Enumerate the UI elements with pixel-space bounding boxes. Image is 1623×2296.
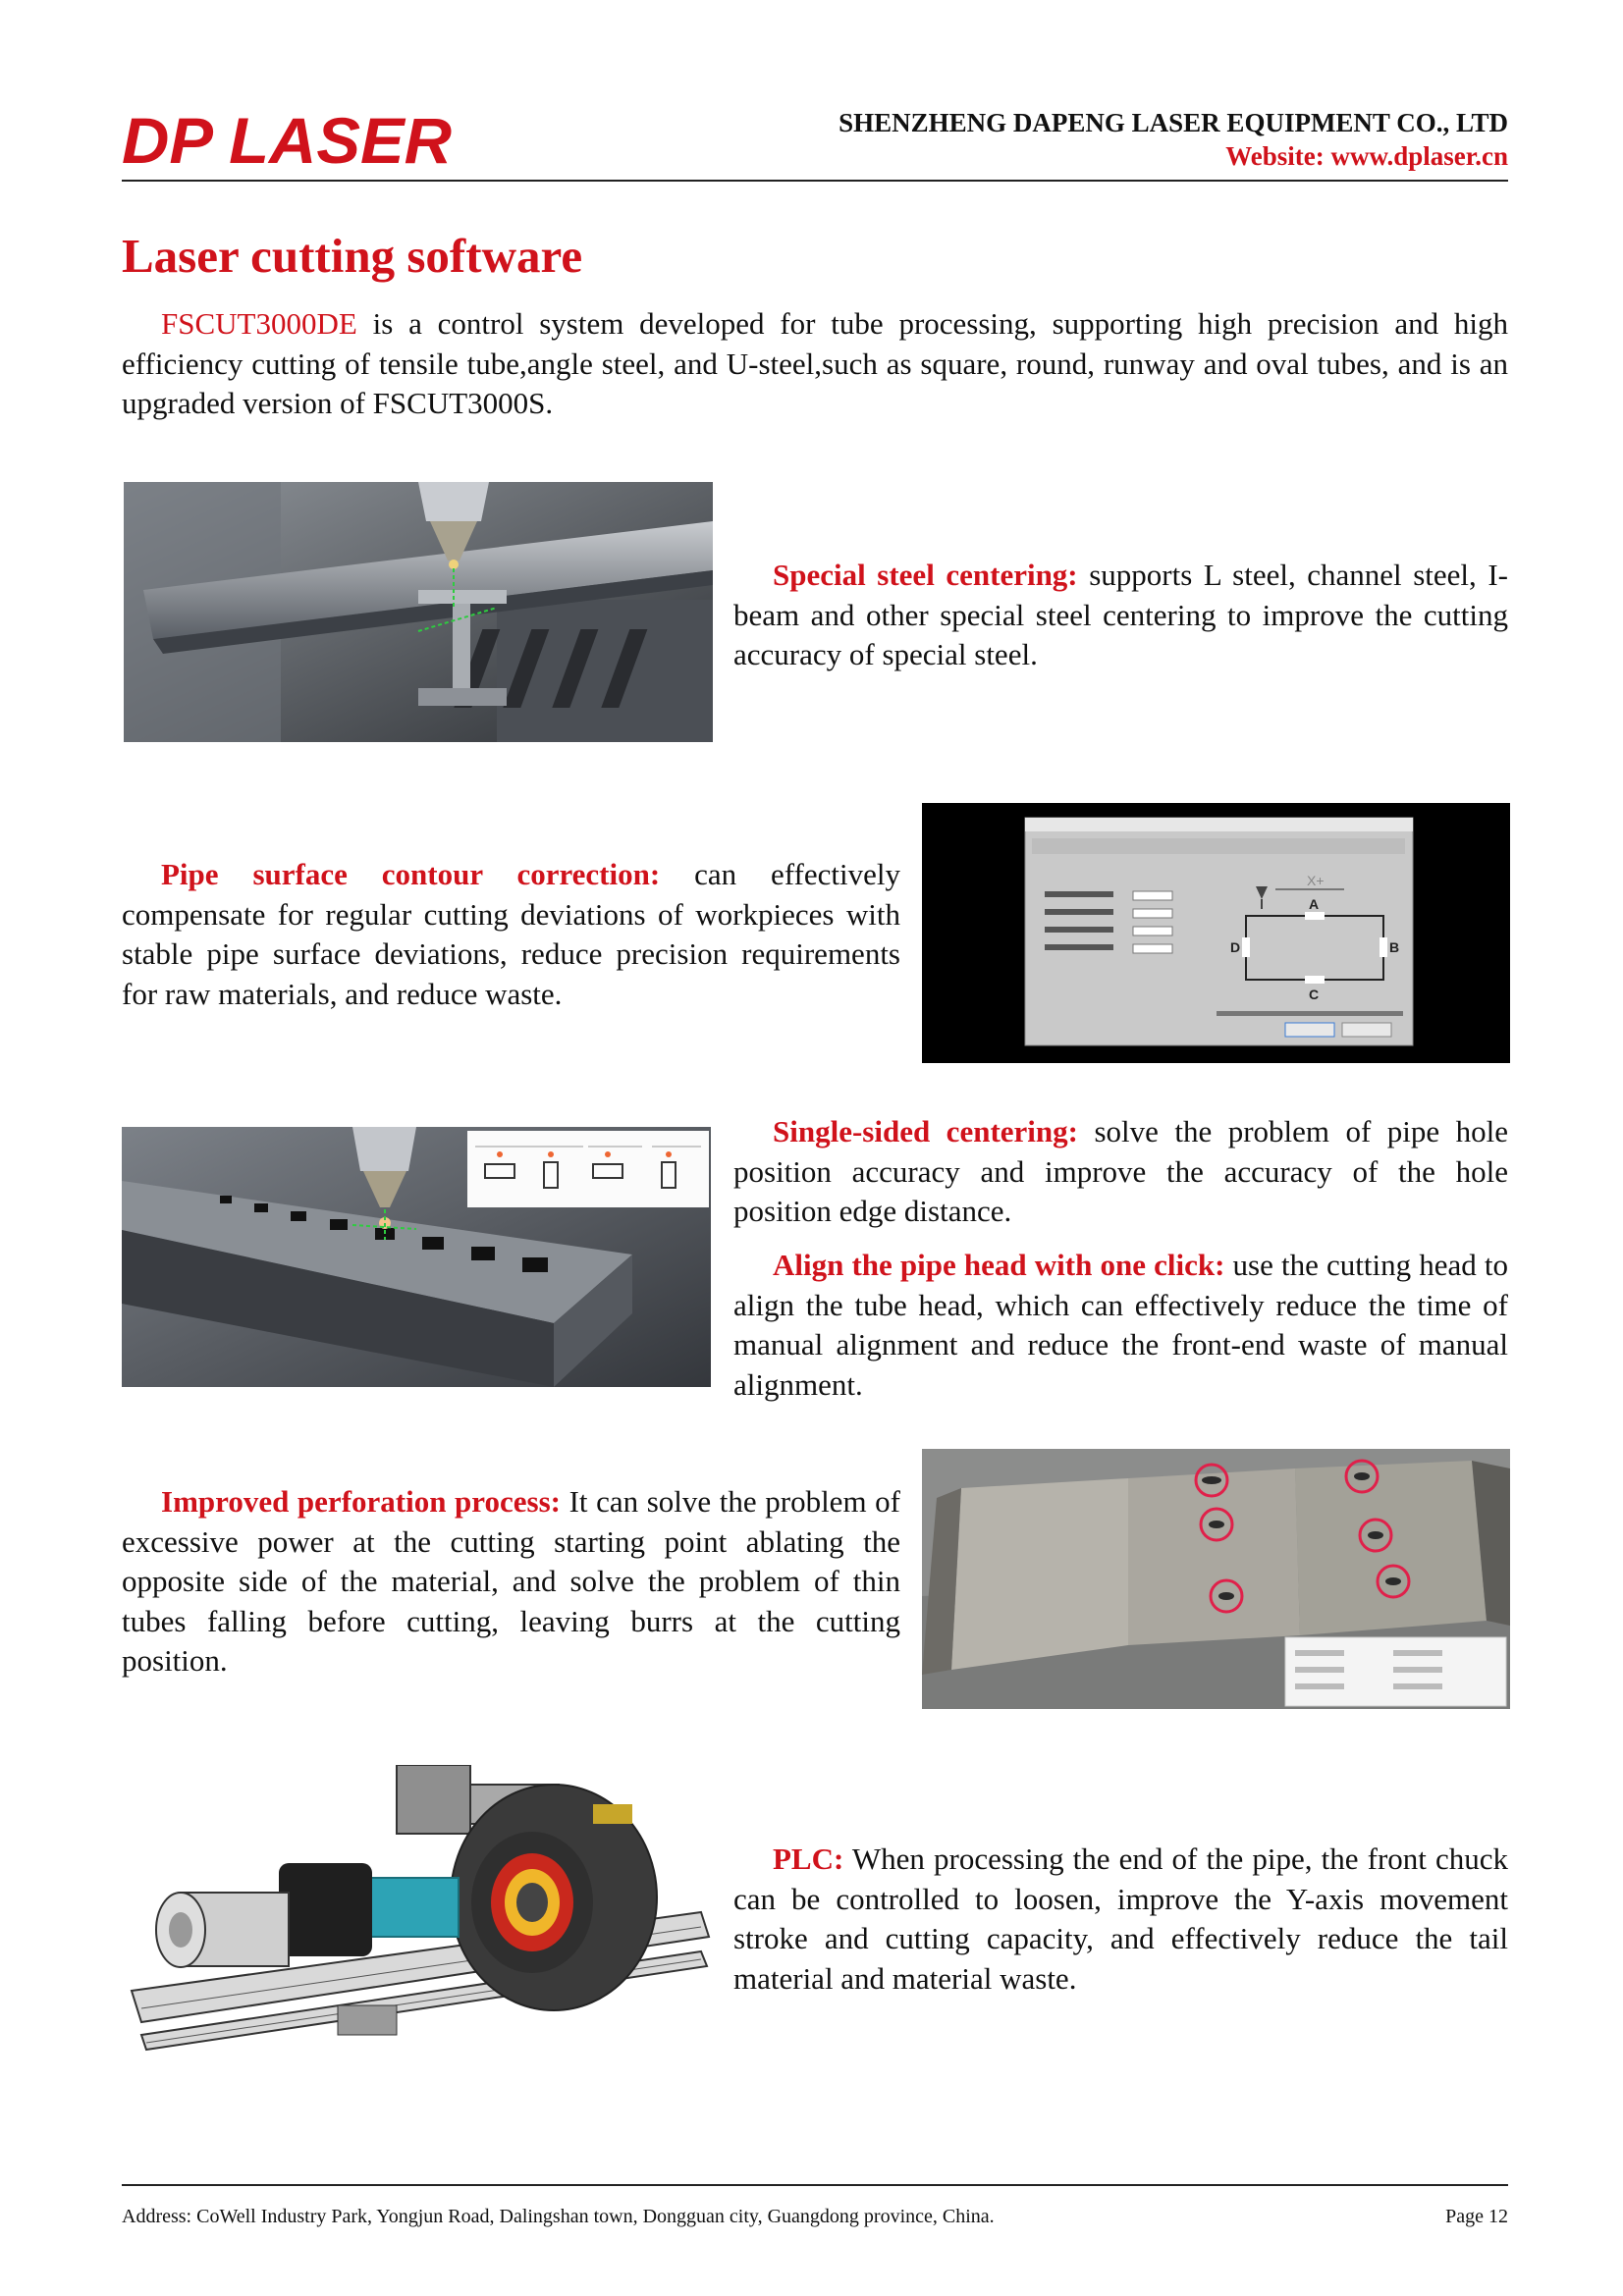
page-title: Laser cutting software bbox=[122, 229, 583, 283]
dialog-axis-label: X+ bbox=[1307, 873, 1325, 888]
dialog-edge-a-label: A bbox=[1309, 896, 1320, 912]
plc-chuck-mechanism-render bbox=[122, 1765, 711, 2064]
feature-plc bbox=[733, 1840, 1508, 1999]
page-number: Page 12 bbox=[1445, 2206, 1508, 2227]
company-header bbox=[839, 106, 1508, 173]
feature-single-sided-centering bbox=[733, 1112, 1508, 1232]
feature-text: supports L steel, channel steel, I-beam and other special steel centering to improve the cutting accuracy of special steel. bbox=[733, 558, 1508, 671]
company-website[interactable]: Website: www.dplaser.cn bbox=[1225, 141, 1508, 171]
feature-title: Single-sided centering: bbox=[773, 1114, 1078, 1148]
dialog-edge-c-label: C bbox=[1309, 987, 1320, 1002]
intro-text: is a control system developed for tube processing, supporting high precision and high efficiency cutting of tensile tube,angle steel, and U-steel,such as square, round, runway and oval tubes, and is an upgraded version of FSCUT3000S. bbox=[122, 306, 1508, 420]
feature-text: When processing the end of the pipe, the front chuck can be controlled to loosen, improve the Y-axis movement stroke and cutting capacity, and effectively reduce the tail material and material waste. bbox=[733, 1842, 1508, 1996]
feature-text: use the cutting head to align the tube head, which can effectively reduce the time of manual alignment and reduce the front-end waste of manual alignment. bbox=[733, 1248, 1508, 1402]
header-divider bbox=[122, 180, 1508, 182]
product-name: FSCUT3000DE bbox=[161, 306, 357, 341]
feature-title: Align the pipe head with one click: bbox=[773, 1248, 1225, 1282]
intro-paragraph bbox=[122, 304, 1508, 424]
company-logo bbox=[122, 106, 456, 173]
company-name: SHENZHENG DAPENG LASER EQUIPMENT CO., LTD bbox=[839, 108, 1508, 137]
feature-special-steel-centering bbox=[733, 556, 1508, 675]
feature-contour-correction bbox=[122, 855, 900, 1014]
footer-address: Address: CoWell Industry Park, Yongjun Road, Dalingshan town, Dongguan city, Guangdong province, China. bbox=[122, 2206, 995, 2227]
feature-title: PLC: bbox=[773, 1842, 844, 1876]
single-sided-centering-photo bbox=[122, 1127, 711, 1387]
footer-divider bbox=[122, 2184, 1508, 2186]
logo-text: DP LASER bbox=[122, 106, 453, 173]
feature-text: can effectively compensate for regular cutting deviations of workpieces with stable pipe surface deviations, reduce precision requirements for raw materials, and reduce waste. bbox=[122, 857, 900, 1011]
ibeam-centering-photo bbox=[124, 482, 713, 742]
contour-correction-dialog-screenshot bbox=[922, 803, 1510, 1063]
feature-text: solve the problem of pipe hole position accuracy and improve the accuracy of the hole position edge distance. bbox=[733, 1114, 1508, 1228]
feature-title: Pipe surface contour correction: bbox=[161, 857, 661, 891]
feature-align-pipe-head bbox=[733, 1246, 1508, 1405]
dialog-edge-d-label: D bbox=[1230, 939, 1241, 955]
feature-title: Special steel centering: bbox=[773, 558, 1078, 592]
feature-text: It can solve the problem of excessive power at the cutting starting point ablating the opposite side of the material, and solve the problem of thin tubes falling before cutting, leaving burrs at the cutting position. bbox=[122, 1484, 900, 1678]
feature-title: Improved perforation process: bbox=[161, 1484, 561, 1519]
feature-perforation-process bbox=[122, 1482, 900, 1682]
dialog-edge-b-label: B bbox=[1389, 939, 1400, 955]
perforation-samples-photo bbox=[922, 1449, 1510, 1709]
